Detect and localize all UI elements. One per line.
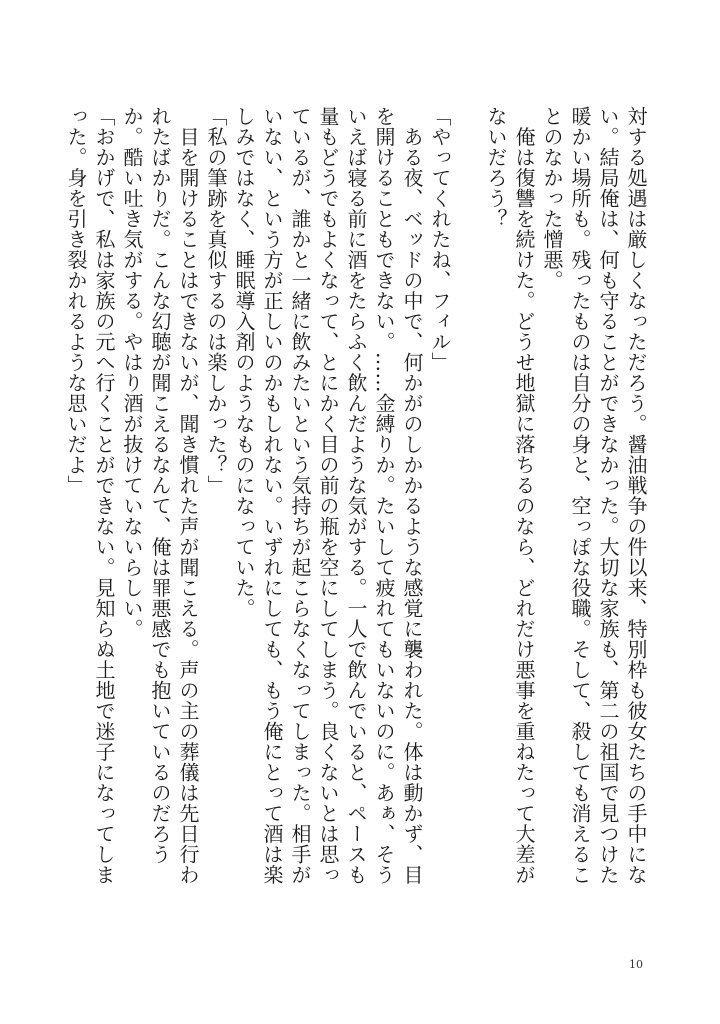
dialogue-1: 「やってくれたね、フィル」 — [428, 106, 452, 373]
paragraph-2: 俺は復讐を続けた。どうせ地獄に落ちるのなら、どれだけ悪事を重ねたって大差がないだろう？ — [484, 106, 536, 885]
paragraph-3: ある夜、ベッドの中で、何かがのしかかるような感覚に襲われた。体は動かず、目を開けることもできない。……金縛りか。たいして疲れてもいないのに。あぁ、そういえば寝る前に酒をたらふく飲んだような気がする。一人で飲んでいると、ペースも量もどうでもよくなって、とにかく目の前の瓶を空にしてしまう。良くないとは思っているが、誰かと一緒に飲みたいという気持ちが起こらなくなってしまった。相手がいない、という方が正しいのかもしれない。いずれにしても、もう俺にとって酒は楽しみではなく、睡眠導入剤のようなものになっていた。 — [232, 106, 424, 885]
dialogue-2: 「私の筆跡を真似するのは楽しかった？」 — [204, 106, 228, 496]
paragraph-4: 目を開けることはできないが、聞き慣れた声が聞こえる。声の主の葬儀は先日行われたばかりだ。こんな幻聴が聞こえるなんて、俺は罪悪感でも抱いているのだろうか。酷い吐き気がする。やはり酒が抜けていないらしい。 — [120, 106, 200, 885]
dialogue-3: 「おかげで、私は家族の元へ行くことができない。見知らぬ土地で迷子になってしまった。身を引き裂かれるような思いだよ」 — [64, 106, 116, 885]
paragraph-1: 対する処遇は厳しくなっただろう。醤油戦争の件以来、特別枠も彼女たちの手中にない。結局俺は、何も守ることができなかった。大切な家族も、第二の祖国で見つけた暖かい場所も。残ったものは自分の身と、空っぽな役職。そして、殺しても消えることのなかった憎悪。 — [540, 106, 648, 885]
paragraph-spacer — [454, 106, 482, 901]
page-number: 10 — [629, 958, 643, 971]
vertical-text-body — [64, 106, 650, 901]
